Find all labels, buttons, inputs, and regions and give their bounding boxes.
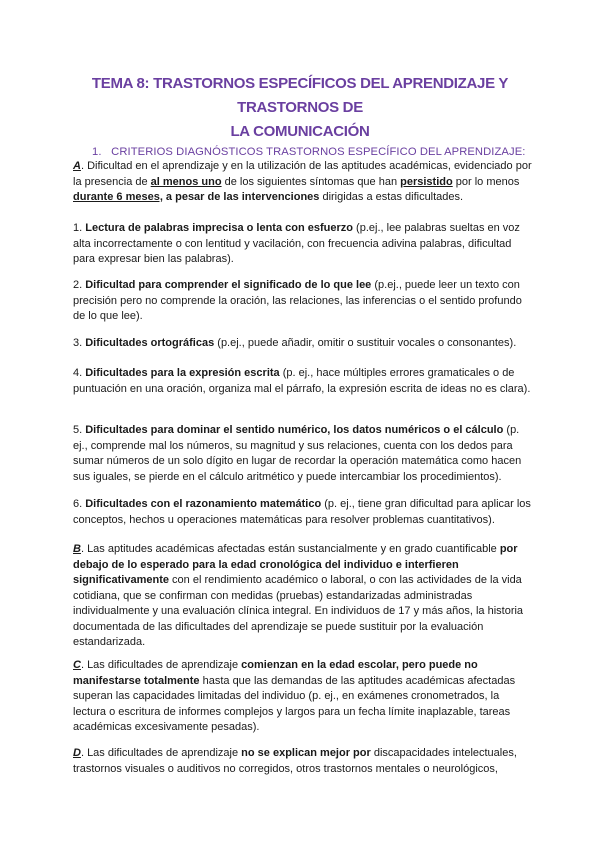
criterion-text: por lo menos <box>452 175 520 188</box>
criterion-text: . Las dificultades de aprendizaje <box>80 659 242 671</box>
title-line-2: LA COMUNICACIÓN <box>230 123 370 140</box>
item-text: (p. ej., hace múltiples errores gramaticales o de puntuación en una oración, organiza mal el párrafo, la expresión escrita de ideas no es clara). <box>73 367 531 395</box>
item-text: (p. ej., tiene gran dificultad para aplicar los conceptos, hechos u operaciones matemáticas para resolver problemas cuantitativos). <box>73 498 531 526</box>
title-line-1: TEMA 8: TRASTORNOS ESPECÍFICOS DEL APRENDIZAJE Y TRASTORNOS DE <box>91 75 509 116</box>
criterion-text: dirigidas a estas dificultades. <box>319 191 464 203</box>
item-heading: Dificultades para dominar el sentido numérico, los datos numéricos o el cálculo <box>85 424 504 436</box>
criterion-letter: B <box>73 543 81 555</box>
item-text: (p.ej., lee palabras sueltas en voz alta incorrectamente o con lentitud y vacilación, con frecuencia adivina palabras, dificultad para expresar bien las palabras). <box>73 222 520 265</box>
item-heading: Dificultades para la expresión escrita <box>85 367 280 379</box>
criterion-text: hasta que las demandas de las aptitudes académicas afectadas superan las capacidades limitadas del individuo (p. ej., en exámenes cronometrados, la lectura o escritura de informes complejos y largos para un fecha límite inaplazable, tareas académicas excesivamente pesadas). <box>73 674 516 733</box>
emphasis: comienzan en la edad escolar, pero puede no manifestarse totalmente <box>73 659 478 687</box>
item-heading: Dificultades ortográficas <box>85 337 215 349</box>
list-item <box>73 366 533 397</box>
section-number: 1. <box>92 146 102 158</box>
emphasis: al menos uno <box>150 175 222 188</box>
item-heading: Dificultad para comprender el significado de lo que lee <box>85 279 372 291</box>
section-heading-text: CRITERIOS DIAGNÓSTICOS TRASTORNOS ESPECÍFICO DEL APRENDIZAJE: <box>111 146 526 158</box>
list-item <box>73 221 533 268</box>
list-item <box>73 423 533 485</box>
item-number: 4. <box>73 367 86 379</box>
item-text: (p.ej., puede leer un texto con precisión pero no comprende la oración, las relaciones, las inferencias o el sentido profundo de lo que lee). <box>73 279 522 322</box>
emphasis: durante 6 meses, <box>73 191 163 203</box>
criterion-c <box>73 658 533 736</box>
item-number: 5. <box>73 424 86 436</box>
criterion-d <box>73 746 533 777</box>
criterion-letter: D <box>73 747 81 759</box>
item-number: 2. <box>73 279 86 291</box>
item-text: (p. ej., comprende mal los números, su magnitud y sus relaciones, cuenta con los dedos para sumar números de un solo dígito en lugar de recordar la operación matemática como hacen sus iguales, se pierde en el cálculo aritmético y puede intercambiar los procedimientos). <box>73 424 522 483</box>
criterion-text: . Las dificultades de aprendizaje <box>80 747 242 759</box>
emphasis: no se explican mejor por <box>241 747 371 759</box>
list-item <box>73 336 533 352</box>
item-number: 3. <box>73 337 86 349</box>
page-title <box>60 72 540 144</box>
item-heading: Dificultades con el razonamiento matemático <box>85 498 322 510</box>
criterion-letter: C <box>73 659 81 671</box>
criterion-a-paragraph <box>73 159 533 206</box>
criterion-text: . Dificultad en el aprendizaje y en la utilización de las aptitudes académicas, evidenciado por la presencia de <box>73 160 532 188</box>
criterion-text: discapacidades intelectuales, trastornos visuales o auditivos no corregidos, otros trastornos mentales o neurológicos, <box>73 747 517 775</box>
criterion-a <box>73 159 533 206</box>
criterion-text: con el rendimiento académico o laboral, o con las actividades de la vida cotidiana, que se confirman con medidas (pruebas) estandarizadas administradas individualmente y una evaluación clínica integral. En individuos de 17 y más años, la historia documentada de las dificultades del aprendizaje se puede sustituir por la evaluación estandarizada. <box>73 574 524 648</box>
criterion-b <box>73 542 533 651</box>
emphasis: por debajo de lo esperado para la edad cronológica del individuo e interfieren significativamente <box>73 543 518 586</box>
item-number: 1. <box>73 222 86 234</box>
emphasis: a pesar de las intervenciones <box>162 191 320 203</box>
list-item <box>73 278 533 325</box>
item-number: 6. <box>73 498 86 510</box>
item-text: (p.ej., puede añadir, omitir o sustituir vocales o consonantes). <box>214 337 517 349</box>
criterion-text: . Las aptitudes académicas afectadas están sustancialmente y en grado cuantificable <box>80 543 500 555</box>
list-item <box>73 497 533 528</box>
criterion-text: de los siguientes síntomas que han <box>221 175 401 188</box>
emphasis: persistido <box>400 175 453 188</box>
criterion-letter: A <box>73 160 81 172</box>
section-heading <box>92 146 525 158</box>
item-heading: Lectura de palabras imprecisa o lenta con esfuerzo <box>85 222 353 234</box>
